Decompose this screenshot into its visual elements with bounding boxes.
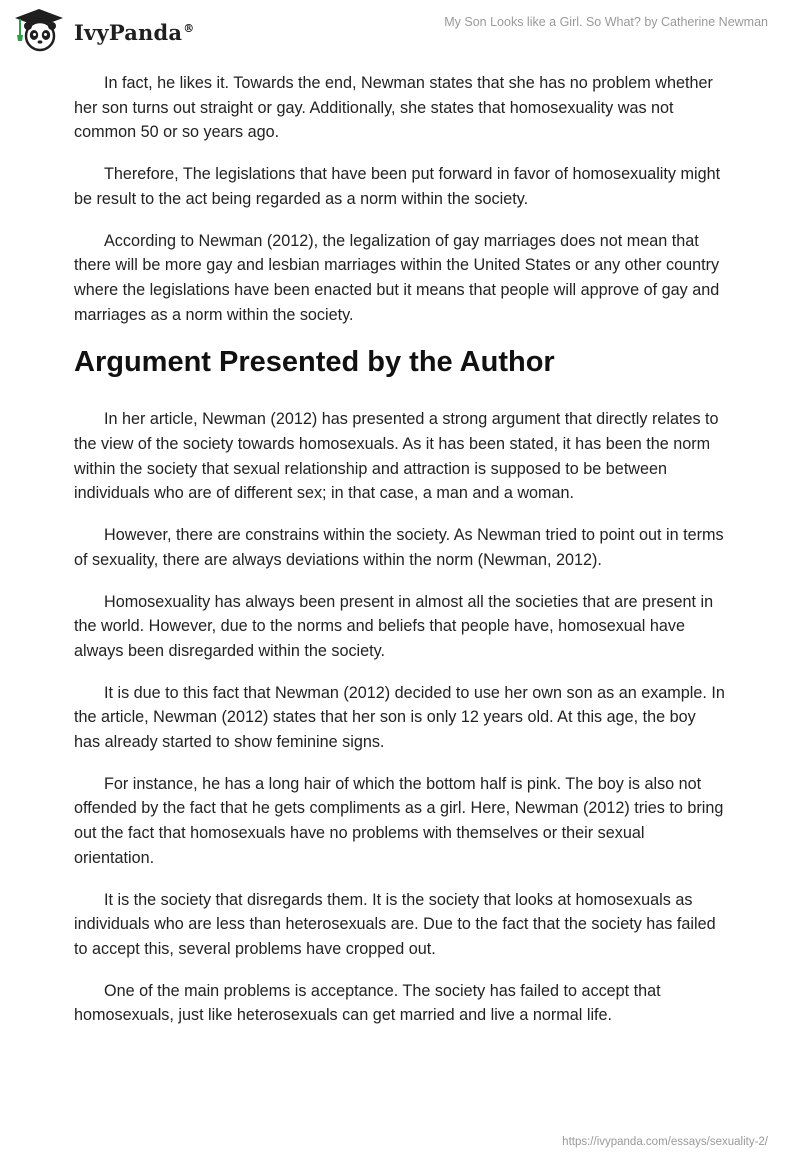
essay-content xyxy=(74,71,726,1045)
paragraph: However, there are constrains within the society. As Newman tried to point out in terms of sexuality, there are always deviations within the norm (Newman, 2012). xyxy=(74,526,724,569)
paragraph: Therefore, The legislations that have been put forward in favor of homosexuality might be result to the act being regarded as a norm within the society. xyxy=(74,165,721,208)
document-title: My Son Looks like a Girl. So What? by Catherine Newman xyxy=(444,15,768,29)
paragraph: It is due to this fact that Newman (2012) decided to use her own son as an example. In the article, Newman (2012) states that her son is only 12 years old. At this age, the boy has already started to show feminine signs. xyxy=(74,683,725,752)
page-header xyxy=(0,0,800,60)
paragraph: It is the society that disregards them. It is the society that looks at homosexuals as individuals who are less than heterosexuals are. Due to the fact that the society has failed to accept this, several problems have cropped out. xyxy=(74,890,716,958)
paragraph: According to Newman (2012), the legalization of gay marriages does not mean that there will be more gay and lesbian marriages within the United States or any other country where the legislations have been enacted but it means that people will approve of gay and marriages as a norm within the society. xyxy=(74,231,720,324)
paragraph: Homosexuality has always been present in almost all the societies that are present in the world. However, due to the norms and beliefs that people have, homosexual have always been disregarded within the society. xyxy=(74,592,714,660)
paragraph: In her article, Newman (2012) has presented a strong argument that directly relates to the view of the society towards homosexuals. As it has been stated, it has been the norm within the society that sexual relationship and attraction is supposed to be between individuals who are of different sex; in that case, a man and a woman. xyxy=(74,410,719,503)
source-url: https://ivypanda.com/essays/sexuality-2/ xyxy=(562,1136,768,1148)
paragraph: In fact, he likes it. Towards the end, Newman states that she has no problem whether her son turns out straight or gay. Additionally, she states that homosexuality was not common 50 or so years ago. xyxy=(74,74,713,142)
logo-wordmark: IvyPanda® xyxy=(74,19,195,45)
panda-graduate-icon xyxy=(14,8,64,52)
ivypanda-logo[interactable] xyxy=(14,8,194,52)
section-heading: Argument Presented by the Author xyxy=(74,346,555,379)
paragraph: One of the main problems is acceptance. The society has failed to accept that homosexuals, just like heterosexuals can get married and live a normal life. xyxy=(74,981,661,1025)
paragraph: For instance, he has a long hair of which the bottom half is pink. The boy is also not offended by the fact that he gets compliments as a girl. Here, Newman (2012) tries to bring out the fact that homosexuals have no problems with themselves or their sexual orientation. xyxy=(74,774,724,867)
